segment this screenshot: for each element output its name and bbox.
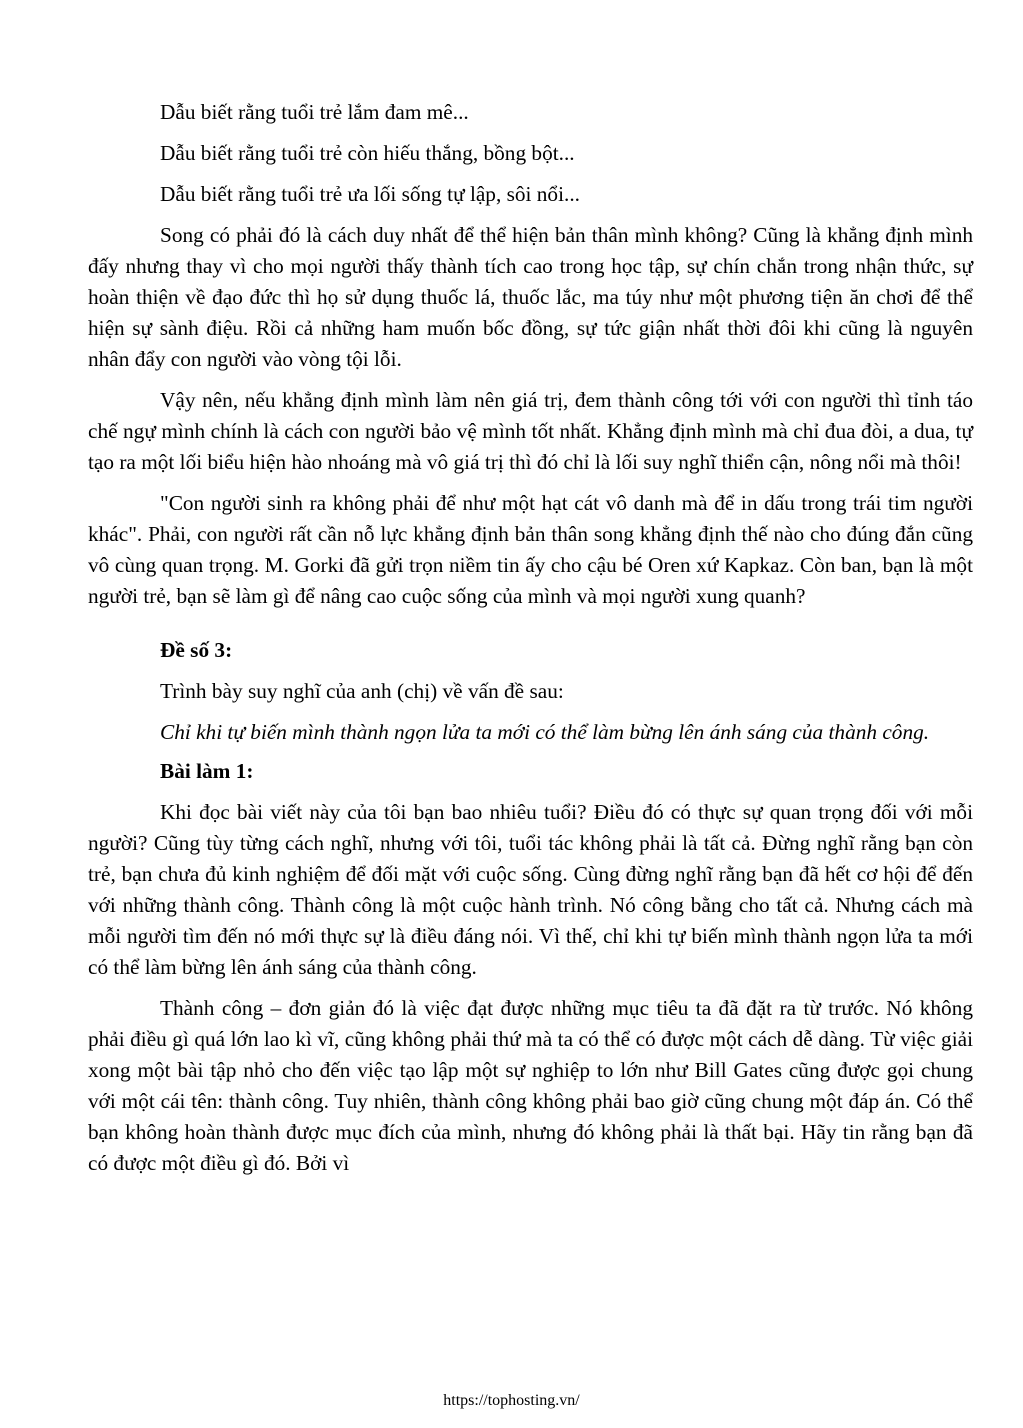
paragraph-body-2: Vậy nên, nếu khẳng định mình làm nên giá trị, đem thành công tới với con người thì tỉnh táo chế ngự mình chính là cách con người bảo vệ mình tốt nhất. Khẳng định mình mà chỉ đua đòi, a dua, tự tạo ra một lối biểu hiện hào nhoáng mà vô giá trị thì đó chỉ là lối suy nghĩ thiển cận, nông nổi mà thôi!	[88, 388, 973, 474]
footer-url-link[interactable]: https://tophosting.vn/	[443, 1392, 580, 1409]
document-page	[88, 97, 973, 1189]
essay-paragraph-2: Thành công – đơn giản đó là việc đạt được những mục tiêu ta đã đặt ra từ trước. Nó không phải điều gì quá lớn lao kì vĩ, cũng không phải thứ mà ta có thể có được một cách dễ dàng. Từ việc giải xong một bài tập nhỏ cho đến việc tạo lập một sự nghiệp to lớn như Bill Gates cũng được gọi chung với một cái tên: thành công. Tuy nhiên, thành công không phải bao giờ cũng chung một đáp án. Có thể bạn không hoàn thành được mục đích của mình, nhưng đó không phải là thất bại. Hãy tin rằng bạn đã có được một điều gì đó. Bởi vì	[88, 996, 973, 1175]
assignment-quote: Chỉ khi tự biến mình thành ngọn lửa ta mới có thể làm bừng lên ánh sáng của thành công.	[160, 720, 930, 744]
paragraph-intro-1: Dẫu biết rằng tuổi trẻ lắm đam mê...	[160, 100, 469, 124]
paragraph-body-1: Song có phải đó là cách duy nhất để thể hiện bản thân mình không? Cũng là khẳng định mình đấy nhưng thay vì cho mọi người thấy thành tích cao trong học tập, sự chín chắn trong nhận thức, sự hoàn thiện về đạo đức thì họ sử dụng thuốc lá, thuốc lắc, ma túy như một phương tiện ăn chơi để thể hiện sự sành điệu. Rồi cả những ham muốn bốc đồng, sự tức giận nhất thời đôi khi cũng là nguyên nhân đẩy con người vào vòng tội lỗi.	[88, 223, 973, 371]
assignment-prompt: Trình bày suy nghĩ của anh (chị) về vấn đề sau:	[160, 679, 564, 703]
essay-paragraph-1: Khi đọc bài viết này của tôi bạn bao nhiêu tuổi? Điều đó có thực sự quan trọng đối với mỗi người? Cũng tùy từng cách nghĩ, nhưng với tôi, tuổi tác không phải là tất cả. Đừng nghĩ rằng bạn còn trẻ, bạn chưa đủ kinh nghiệm để đối mặt với cuộc sống. Cùng đừng nghĩ rằng bạn đã hết cơ hội để đến với những thành công. Thành công là một cuộc hành trình. Nó công bằng cho tất cả. Nhưng cách mà mỗi người tìm đến nó mới thực sự là điều đáng nói. Vì thế, chỉ khi tự biến mình thành ngọn lửa ta mới có thể làm bừng lên ánh sáng của thành công.	[88, 800, 973, 979]
paragraph-intro-3: Dẫu biết rằng tuổi trẻ ưa lối sống tự lập, sôi nổi...	[160, 182, 580, 206]
section-heading-bai-lam-1: Bài làm 1:	[160, 759, 254, 783]
section-heading-de-so-3: Đề số 3:	[160, 638, 233, 662]
paragraph-intro-2: Dẫu biết rằng tuổi trẻ còn hiếu thắng, bồng bột...	[160, 141, 575, 165]
paragraph-body-3: "Con người sinh ra không phải để như một hạt cát vô danh mà để in dấu trong trái tim người khác". Phải, con người rất cần nỗ lực khẳng định bản thân song khẳng định thế nào cho đúng đắn cũng vô cùng quan trọng. M. Gorki đã gửi trọn niềm tin ấy cho cậu bé Oren xứ Kapkaz. Còn ban, bạn là một người trẻ, bạn sẽ làm gì để nâng cao cuộc sống của mình và mọi người xung quanh?	[88, 491, 973, 608]
